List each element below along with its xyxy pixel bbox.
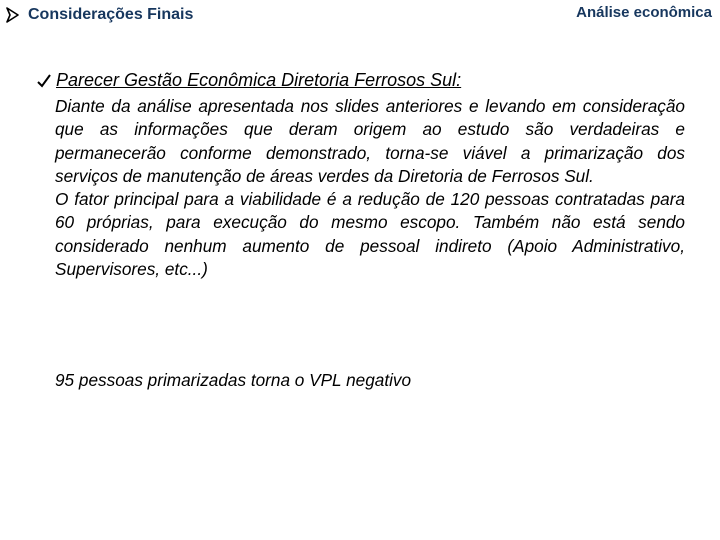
checkmark-icon (36, 73, 52, 89)
section-header (4, 6, 193, 24)
section-title: Considerações Finais (28, 6, 194, 23)
subheading-text: Parecer Gestão Econômica Diretoria Ferrosos Sul: (56, 70, 462, 90)
slide-topic-label: Análise econômica (576, 4, 712, 21)
arrow-bullet-icon (4, 7, 20, 23)
subheading (36, 70, 461, 91)
paragraph-1: Diante da análise apresentada nos slides anteriores e levando em consideração que as informações que deram origem ao estudo são verdadeiras e permanecerão conforme demonstrado, torna-se viável a primarização dos serviços de manutenção de áreas verdes da Diretoria de Ferrosos Sul. (55, 96, 685, 186)
body-text (55, 95, 685, 281)
paragraph-2: O fator principal para a viabilidade é a redução de 120 pessoas contratadas para 60 próprias, para execução do mesmo escopo. Também não está sendo considerado nenhum aumento de pessoal indireto (Apoio Administrativo, Supervisores, etc...) (55, 189, 685, 280)
conclusion-text: 95 pessoas primarizadas torna o VPL negativo (55, 370, 412, 390)
